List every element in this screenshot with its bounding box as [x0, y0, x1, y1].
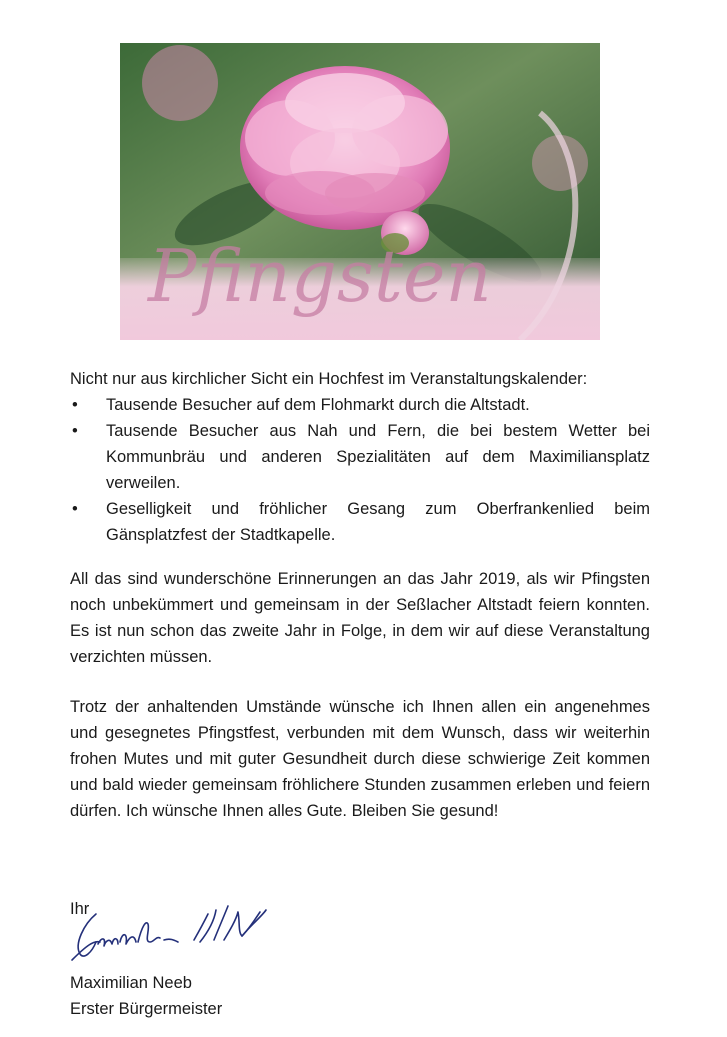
- bullet-list: [70, 392, 650, 548]
- paragraph-wishes: Trotz der anhaltenden Umstände wünsche ich Ihnen allen ein angenehmes und gesegnetes Pfingstfest, verbunden mit dem Wunsch, dass wir weiterhin frohen Mutes und mit guter Gesundheit durch diese schwierige Zeit kommen und bald wieder gemeinsam fröhlichere Stunden zusammen erleben und feiern dürfen. Ich wünsche Ihnen alles Gute. Bleiben Sie gesund!: [70, 698, 650, 820]
- bullet-dot-icon: •: [72, 500, 78, 518]
- closing-salutation: Ihr: [70, 900, 90, 918]
- signer-role: Erster Bürgermeister: [70, 1000, 223, 1018]
- signer-name: Maximilian Neeb: [70, 974, 192, 992]
- intro-section: [70, 366, 650, 548]
- paragraph-memories: All das sind wunderschöne Erinnerungen an das Jahr 2019, als wir Pfingsten noch unbekümmert und gemeinsam in der Seßlacher Altstadt feiern konnten. Es ist nun schon das zweite Jahr in Folge, in dem wir auf diese Veranstaltung verzichten müssen.: [70, 570, 650, 666]
- pfingsten-script-title: Pfingsten: [148, 234, 492, 318]
- pfingsten-header-image: [120, 43, 600, 340]
- bullet-item: [70, 418, 650, 496]
- bullet-text: Geselligkeit und fröhlicher Gesang zum Oberfrankenlied beim Gänsplatzfest der Stadtkapelle.: [106, 500, 650, 544]
- intro-lead: Nicht nur aus kirchlicher Sicht ein Hochfest im Veranstaltungskalender:: [70, 370, 588, 388]
- bullet-item: [70, 496, 650, 548]
- bullet-dot-icon: •: [72, 422, 78, 440]
- bullet-item: [70, 392, 650, 418]
- handwritten-signature: [66, 896, 276, 978]
- bullet-text: Tausende Besucher auf dem Flohmarkt durch die Altstadt.: [106, 396, 530, 414]
- signer-block: [70, 970, 222, 1022]
- bullet-dot-icon: •: [72, 396, 78, 414]
- bullet-text: Tausende Besucher aus Nah und Fern, die bei bestem Wetter bei Kommunbräu und anderen Spezialitäten auf dem Maximiliansplatz verweilen.: [106, 422, 650, 492]
